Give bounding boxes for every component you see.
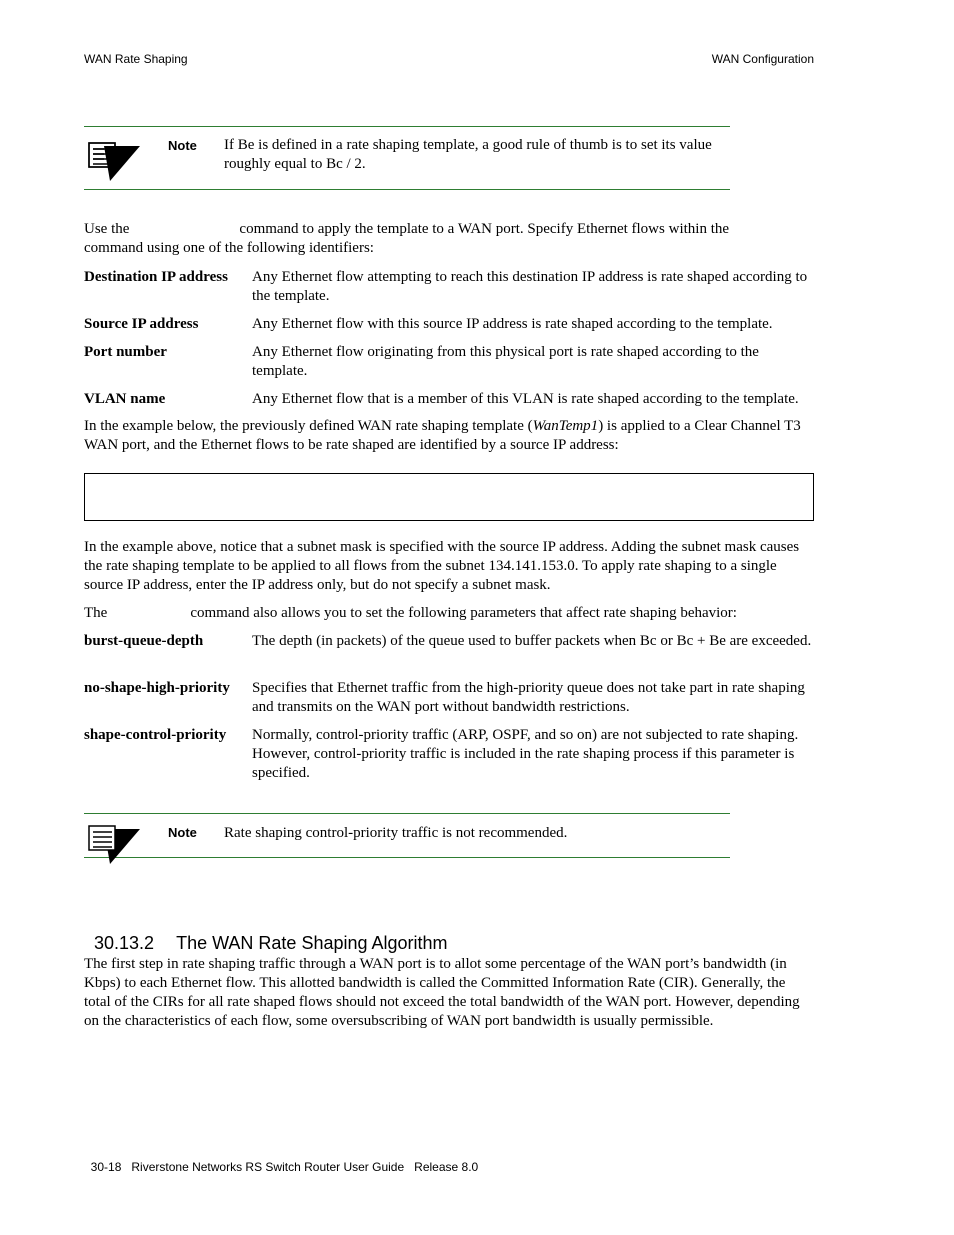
identifier-term: VLAN name	[84, 391, 166, 407]
page-number: 30-18	[90, 1160, 122, 1174]
note-text: If Be is defined in a rate shaping template, a good rule of thumb is to set its value roughly equal to Bc / 2.	[224, 137, 712, 172]
running-header-left: WAN Rate Shaping	[84, 52, 188, 66]
section-heading	[84, 912, 448, 954]
parameter-description: The depth (in packets) of the queue used to buffer packets when Bc or Bc + Be are exceeded.	[252, 633, 812, 649]
command-example-box	[84, 473, 814, 521]
note-pad-icon	[86, 823, 142, 870]
section-number: 30.13.2	[94, 933, 155, 953]
example-intro-paragraph	[84, 417, 814, 455]
note-box	[84, 126, 730, 190]
intro-paragraph	[84, 220, 730, 258]
parameter-term: shape-control-priority	[84, 727, 227, 743]
page-footer	[84, 1146, 478, 1174]
params-before-command: The	[84, 605, 108, 621]
running-header-right: WAN Configuration	[711, 52, 814, 66]
note-pad-icon	[86, 140, 142, 187]
intro-after-command: command to apply the template to a WAN port. Specify Ethernet flows within the command using one of the following identifiers:	[84, 221, 730, 256]
example-intro-text: In the example below, the previously defined WAN rate shaping template (	[84, 418, 533, 434]
parameter-description: Normally, control-priority traffic (ARP, OSPF, and so on) are not subjected to rate shaping. However, control-priority traffic is included in the rate shaping process if this parameter is specified.	[252, 727, 799, 781]
parameters-intro-paragraph	[84, 604, 814, 623]
identifier-description: Any Ethernet flow that is a member of this VLAN is rate shaped according to the template.	[252, 391, 799, 407]
parameter-term: no-shape-high-priority	[84, 680, 230, 696]
release-label: Release 8.0	[414, 1160, 479, 1174]
algorithm-paragraph: The first step in rate shaping traffic through a WAN port is to allot some percentage of the WAN port’s bandwidth (in Kbps) to each Ethernet flow. This allotted bandwidth is called the Committed Information Rate (CIR). Generally, the total of the CIRs for all rate shaped flows should not exceed the total bandwidth of the WAN port. However, depending on the characteristics of each flow, some oversubscribing of WAN port bandwidth is usually permissible.	[84, 956, 800, 1029]
example-intro-text-cont: ) is applied to a Clear Channel T3 WAN port, and the Ethernet flows to be rate shaped are identified by a source IP address:	[84, 418, 801, 453]
params-after-command: command also allows you to set the following parameters that affect rate shaping behavior:	[190, 605, 737, 621]
note-text: Rate shaping control-priority traffic is not recommended.	[224, 825, 568, 841]
identifier-description: Any Ethernet flow attempting to reach this destination IP address is rate shaped according to the template.	[252, 269, 808, 304]
parameter-description: Specifies that Ethernet traffic from the high-priority queue does not take part in rate shaping and transmits on the WAN port without bandwidth restrictions.	[252, 680, 805, 715]
identifier-term: Destination IP address	[84, 269, 228, 285]
identifier-term: Port number	[84, 344, 167, 360]
identifier-term: Source IP address	[84, 316, 199, 332]
identifier-description: Any Ethernet flow originating from this physical port is rate shaped according to the template.	[252, 344, 759, 379]
note-box	[84, 813, 730, 858]
parameter-term: burst-queue-depth	[84, 633, 204, 649]
note-label: Note	[168, 825, 197, 840]
note-label: Note	[168, 138, 197, 153]
identifier-description: Any Ethernet flow with this source IP address is rate shaped according to the template.	[252, 316, 773, 332]
template-name: WanTemp1	[532, 418, 599, 434]
intro-before-command: Use the	[84, 221, 130, 237]
section-title: The WAN Rate Shaping Algorithm	[176, 933, 448, 953]
example-explanation-paragraph: In the example above, notice that a subnet mask is specified with the source IP address. Adding the subnet mask causes the rate shaping template to be applied to all flows from the subnet 134.141.153.0. To apply rate shaping to a single source IP address, enter the IP address only, but do not specify a subnet mask.	[84, 539, 800, 593]
book-title: Riverstone Networks RS Switch Router User Guide	[131, 1160, 405, 1174]
